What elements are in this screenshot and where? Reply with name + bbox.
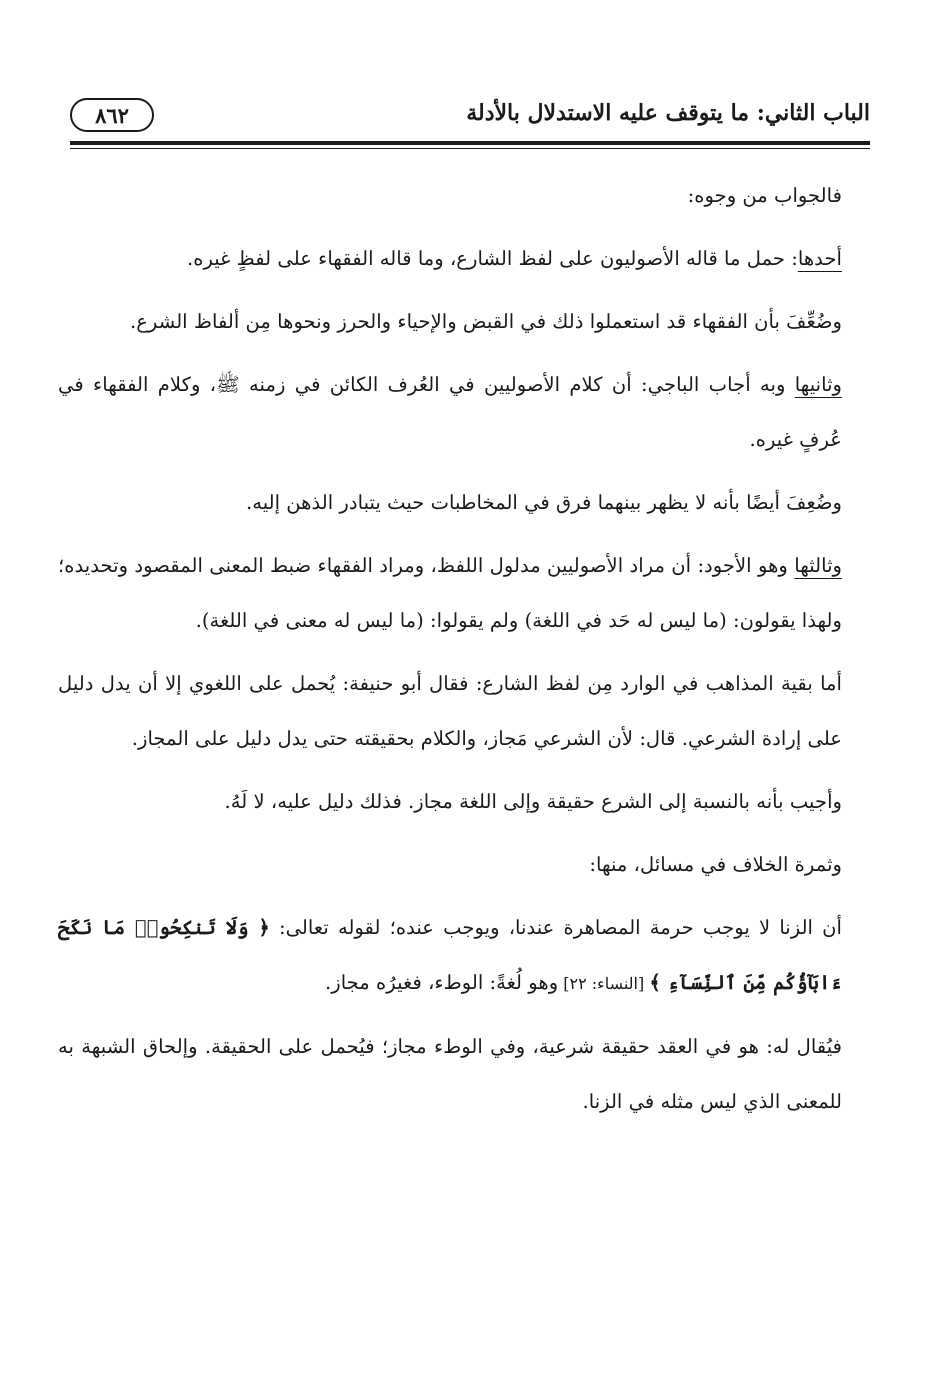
- paragraph: وثمرة الخلاف في مسائل، منها:: [589, 853, 842, 876]
- paragraph: [58, 357, 870, 467]
- paragraph-text: وبه أجاب الباجي: أن كلام الأصوليين في العُرف الكائن في زمنه ﷺ، وكلام الفقهاء في عُرفٍ غيره.: [58, 373, 842, 451]
- page-number-badge: ٨٦٢: [70, 98, 154, 132]
- paragraph-text: : حمل ما قاله الأصوليون على لفظ الشارع، وما قاله الفقهاء على لفظٍ غيره.: [186, 247, 798, 270]
- paragraph: [58, 900, 870, 1011]
- page-body: [58, 168, 870, 1137]
- header-rule-thick: [70, 141, 870, 145]
- paragraph: [58, 231, 870, 286]
- paragraph-text: وهو لُغةً: الوطء، فغيرُه مجاز.: [325, 971, 559, 994]
- paragraph: وضُعِفَ أيضًا بأنه لا يظهر بينهما فرق في المخاطبات حيث يتبادر الذهن إليه.: [245, 491, 842, 514]
- paragraph: فيُقال له: هو في العقد حقيقة شرعية، وفي الوطء مجاز؛ فيُحمل على الحقيقة. وإلحاق الشبهة به للمعنى الذي ليس مثله في الزنا.: [58, 1035, 842, 1113]
- paragraph: فالجواب من وجوه:: [687, 184, 842, 207]
- running-title: الباب الثاني: ما يتوقف عليه الاستدلال بالأدلة: [466, 100, 870, 126]
- quran-quote: ﴿ وَلَا تَنكِحُوا۟ مَا نَكَحَ ءَابَآؤُكُم مِّنَ ٱلنِّسَآءِ ﴾: [58, 916, 842, 994]
- point-keyword: وثانيها: [794, 373, 842, 396]
- page-header: [70, 96, 870, 140]
- paragraph-text: وهو الأجود: أن مراد الأصوليين مدلول اللفظ، ومراد الفقهاء ضبط المعنى المقصود وتحديده؛ ولهذا يقولون: (ما ليس له حَد في اللغة) ولم يقولوا: (ما ليس له معنى في اللغة).: [58, 554, 842, 632]
- paragraph-text: أن الزنا لا يوجب حرمة المصاهرة عندنا، ويوجب عنده؛ لقوله تعالى:: [269, 916, 842, 939]
- point-keyword: أحدها: [797, 247, 842, 270]
- paragraph: أما بقية المذاهب في الوارد مِن لفظ الشارع: فقال أبو حنيفة: يُحمل على اللغوي إلا أن يدل دليل على إرادة الشرعي. قال: لأن الشرعي مَجاز، والكلام بحقيقته حتى يدل دليل على المجاز.: [58, 672, 842, 750]
- header-rule-thin: [70, 148, 870, 149]
- paragraph: [58, 538, 870, 648]
- paragraph: وضُعِّفَ بأن الفقهاء قد استعملوا ذلك في القبض والإحياء والحرز ونحوها مِن ألفاظ الشرع.: [130, 310, 842, 333]
- point-keyword: وثالثها: [794, 554, 842, 577]
- paragraph: وأجيب بأنه بالنسبة إلى الشرع حقيقة وإلى اللغة مجاز. فذلك دليل عليه، لا لَهُ.: [224, 790, 842, 813]
- quran-reference: [النساء: ٢٢]: [558, 974, 650, 993]
